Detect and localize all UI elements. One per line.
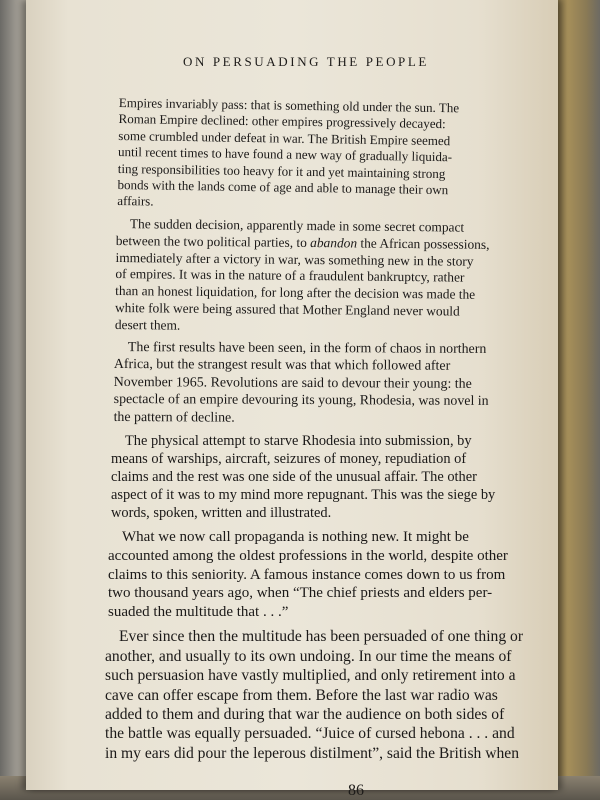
text-line: white folk were being assured that Mother England never would (114, 299, 460, 319)
text-line: cave can offer escape from them. Before the last war radio was (105, 686, 498, 704)
text-line: accounted among the oldest professions in the world, despite other (108, 548, 508, 565)
text-line: Empires invariably pass: that is something old under the sun. The (118, 95, 460, 116)
text-line: claims and the rest was one side of the unusual affair. The other (111, 469, 477, 486)
paragraph-3 (114, 339, 549, 428)
body-text (105, 95, 549, 769)
text-line: affairs. (117, 193, 154, 209)
paragraph-2 (115, 216, 549, 338)
paragraph-6 (105, 627, 549, 763)
text-line: another, and usually to its own undoing. In our time the means of (105, 647, 512, 665)
text-line: spectacle of an empire devouring its young, Rhodesia, was novel in (113, 392, 489, 410)
book-page (26, 0, 558, 799)
text-line: added to them and during that war the audience on both sides of (105, 706, 505, 724)
text-line: in my ears did pour the leperous distilment”, said the British when (105, 744, 520, 762)
text-line: claims to this seniority. A famous instance comes down to us from (108, 566, 506, 583)
text-line: Ever since then the multitude has been persuaded of one thing or (119, 628, 524, 646)
emphasis-abandon: abandon (310, 234, 358, 251)
text-line: than an honest liquidation, for long after the decision was made the (115, 283, 476, 302)
text-line: What we now call propaganda is nothing new. It might be (122, 529, 469, 546)
paragraph-5 (108, 528, 549, 621)
text-line: The physical attempt to starve Rhodesia into submission, by (125, 433, 472, 450)
page-number: 86 (348, 782, 364, 799)
text-line: Africa, but the strangest result was that which followed after (113, 357, 451, 375)
text-line: the battle was equally persuaded. “Juice of cursed hebona . . . and (105, 725, 515, 743)
text-line: means of warships, aircraft, seizures of money, repudiation of (111, 451, 467, 468)
text-line: two thousand years ago, when “The chief priests and elders per- (108, 585, 493, 602)
text-line: words, spoken, written and illustrated. (111, 505, 332, 522)
text-line: bonds with the lands come of age and able to manage their own (117, 177, 449, 198)
paragraph-1 (117, 95, 549, 217)
text-line: between the two political parties, to abandon the African possessions, (115, 232, 490, 252)
text-line: The first results have been seen, in the form of chaos in northern (127, 340, 487, 358)
text-line: such persuasion have vastly multiplied, and only retirement into a (105, 667, 516, 685)
text-line: immediately after a victory in war, was something new in the story (115, 249, 474, 269)
text-line: of empires. It was in the nature of a fraudulent bankruptcy, rather (115, 266, 465, 285)
text-line: some crumbled under defeat in war. The British Empire seemed (118, 127, 451, 149)
text-line: desert them. (114, 316, 181, 333)
text-line: the pattern of decline. (113, 410, 235, 426)
text-line: aspect of it was to my mind more repugnant. This was the siege by (111, 487, 496, 504)
background-right (554, 0, 600, 800)
running-head: ON PERSUADING THE PEOPLE (183, 54, 429, 69)
text-line: ting responsibilities too heavy for it and yet maintaining strong (117, 160, 446, 181)
text-line: The sudden decision, apparently made in some secret compact (129, 215, 465, 235)
text-line: suaded the multitude that . . .” (108, 603, 289, 620)
text-line: Roman Empire declined: other empires progressively decayed: (118, 111, 446, 132)
text-line: until recent times to have found a new way of gradually liquida- (117, 144, 453, 165)
paragraph-4 (111, 432, 549, 522)
text-line: November 1965. Revolutions are said to devour their young: the (113, 375, 472, 393)
